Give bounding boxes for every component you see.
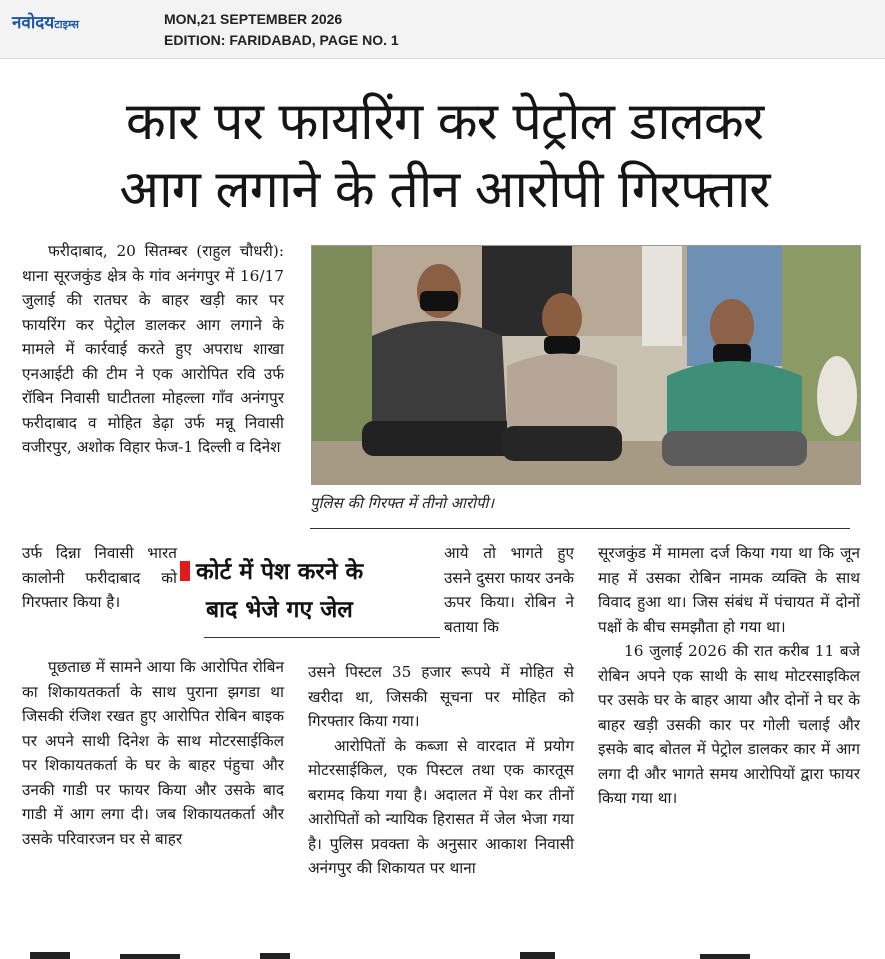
caption-divider <box>310 528 850 529</box>
edition-info <box>164 9 399 51</box>
paragraph: उर्फ दिन्ना निवासी भारत कालोनी फरीदाबाद को गिरफ्तार किया है। <box>22 544 177 611</box>
subheading-line-2: बाद भेजे गए जेल <box>206 597 353 623</box>
column-1-lower <box>22 655 284 851</box>
headline-line-2: आग लगाने के तीन आरोपी गिरफ्तार <box>119 160 770 220</box>
column-3 <box>598 541 860 811</box>
cropped-text-edge <box>0 946 885 959</box>
red-marker-icon <box>180 561 190 581</box>
column-1-top <box>22 239 284 460</box>
next-article-edge <box>0 945 885 959</box>
subheading-line-1: कोर्ट में पेश करने के <box>196 559 364 585</box>
masthead <box>0 0 885 59</box>
edition-line: EDITION: FARIDABAD, PAGE NO. 1 <box>164 32 399 48</box>
paragraph: आरोपितों के कब्जा से वारदात में प्रयोग मोटरसाईकिल, एक पिस्टल तथा एक कारतूस बरामद किया गया है। अदालत में पेश कर तीनों आरोपितों को न्यायिक हिरासत में जेल भेजा गया है। पुलिस प्रवक्ता के अनुसार आकाश निवासी अनंगपुर की शिकायत पर थाना <box>308 736 574 877</box>
paragraph: सूरजकुंड में मामला दर्ज किया गया था कि जून माह में उसका रोबिन नामक व्यक्ति के साथ विवाद हुआ था। जिस संबंध में पंचायत में दोनों पक्षों के बीच समझौता हो गया था। <box>598 544 860 636</box>
headline <box>22 88 867 224</box>
logo-main-text: नवोदय <box>12 13 55 33</box>
subheading <box>180 553 440 629</box>
newspaper-logo <box>12 10 79 33</box>
headline-line-1: कार पर फायरिंग कर पेट्रोल डालकर <box>125 92 764 152</box>
column-1-continued <box>22 541 177 615</box>
paragraph: फरीदाबाद, 20 सितम्बर (राहुल चौधरी): थाना सूरजकुंड क्षेत्र के गांव अनंगपुर में 16/17 जुलाई की रातघर के बाहर खड़ी कार पर फायरिंग कर पेट्रोल डालकर आग लगाने के मामले में कार्रवाई करते हुए अपराध शाखा एनआईटी की टीम ने एक आरोपित रवि उर्फ रॉबिन निवासी घाटीतला मोहल्ला गाँव अनंगपुर फरीदाबाद व मोहित डेढ़ा उर्फ मन्नू निवासी वजीरपुर, अशोक विहार फेज-1 दिल्ली व दिनेश <box>22 242 284 456</box>
paragraph: उसने पिस्टल 35 हजार रूपये में मोहित से खरीदा था, जिसकी सूचना पर मोहित को गिरफ्तार किया गया। <box>308 663 574 730</box>
column-2-lower <box>308 660 574 881</box>
paragraph: आये तो भागते हुए उसने दुसरा फायर उनके ऊपर किया। रोबिन ने बताया कि <box>444 544 574 636</box>
column-2-top <box>444 541 574 639</box>
date-line: MON,21 SEPTEMBER 2026 <box>164 11 343 27</box>
subheading-rule <box>204 637 440 638</box>
paragraph: पूछताछ में सामने आया कि आरोपित रोबिन का शिकायतकर्ता के साथ पुराना झगडा था जिसकी रंजिश रखत हुए आरोपित रोबिन बाइक पर अपने साथी दिनेश के साथ मोटरसाईकिल पर शिकायतकर्ता के घर के बाहर पंहुचा और उनकी गाडी पर फायर किया और उसके बाद गाडी में आग लगा दी। जब शिकायतकर्ता और उसके परिवारजन घर से बाहर <box>22 658 284 848</box>
photo-illustration <box>312 246 860 484</box>
paragraph: 16 जुलाई 2026 की रात करीब 11 बजे रोबिन अपने एक साथी के साथ मोटरसाइकिल पर उसके घर के बाहर आया और दोनों ने घर के बाहर खड़ी उसकी कार पर गोली चलाई और इसके बाद बोतल में पेट्रोल डालकर कार में आग लगा दी और भागते समय आरोपियों द्वारा फायर किया गया था। <box>598 642 860 807</box>
photo-caption: पुलिस की गिरफ्त में तीनो आरोपी। <box>310 494 495 512</box>
logo-sub-text: टाइम्स <box>54 18 79 31</box>
news-photo <box>311 245 861 485</box>
